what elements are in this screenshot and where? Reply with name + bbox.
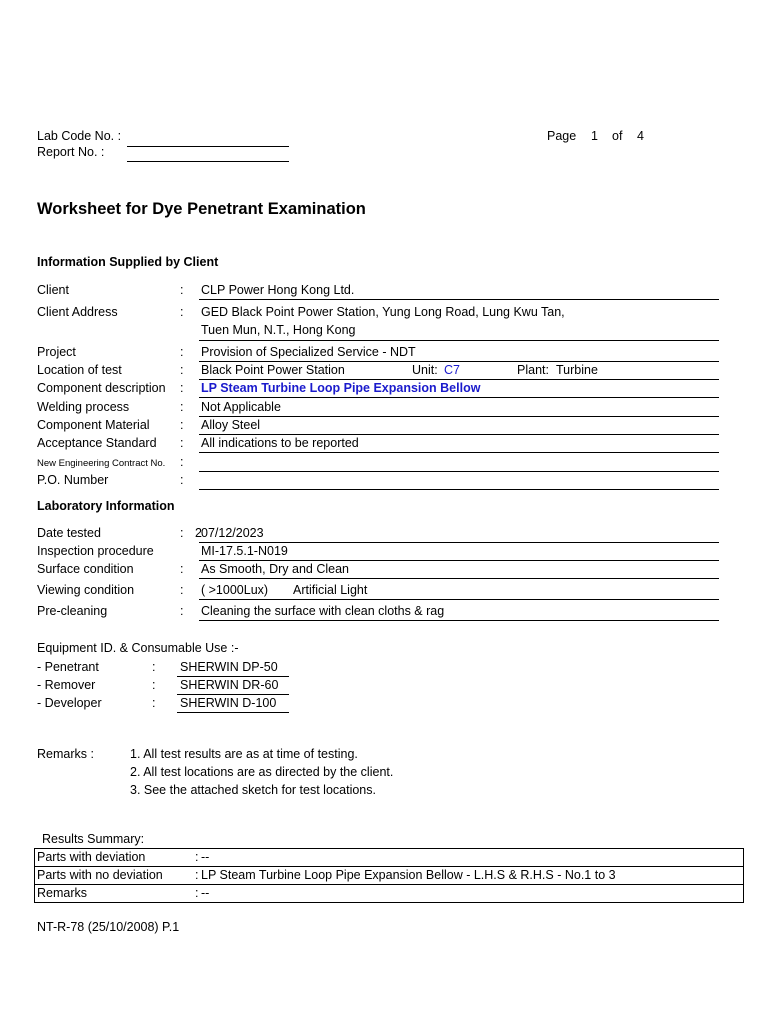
page-title: Worksheet for Dye Penetrant Examination bbox=[37, 200, 366, 218]
viewing-label: Viewing condition bbox=[37, 583, 135, 597]
equipment-heading: Equipment ID. & Consumable Use :- bbox=[37, 641, 239, 655]
procedure-label: Inspection procedure bbox=[37, 544, 154, 558]
results-label: Parts with no deviation bbox=[35, 867, 196, 885]
results-label: Remarks bbox=[35, 885, 196, 903]
address-line1: GED Black Point Power Station, Yung Long Road, Lung Kwu Tan, bbox=[201, 305, 565, 319]
contract-label: New Engineering Contract No. bbox=[37, 458, 166, 469]
welding-label: Welding process bbox=[37, 400, 130, 414]
lab-code-line bbox=[127, 146, 289, 147]
client-section-heading: Information Supplied by Client bbox=[37, 255, 219, 269]
address-line2: Tuen Mun, N.T., Hong Kong bbox=[201, 323, 356, 337]
penetrant-value: SHERWIN DP-50 bbox=[180, 660, 278, 674]
contract-line bbox=[199, 471, 719, 472]
project-line bbox=[199, 361, 719, 362]
page-label: Page bbox=[547, 129, 577, 143]
colon: : bbox=[180, 583, 184, 597]
surface-value: As Smooth, Dry and Clean bbox=[201, 562, 349, 576]
precleaning-value: Cleaning the surface with clean cloths & rag bbox=[201, 604, 445, 618]
page-current: 1 bbox=[591, 129, 598, 143]
developer-line bbox=[177, 712, 289, 713]
developer-value: SHERWIN D-100 bbox=[180, 696, 277, 710]
report-no-label: Report No. : bbox=[37, 145, 105, 159]
acceptance-line bbox=[199, 452, 719, 453]
colon: : bbox=[180, 363, 184, 377]
plant-value: Turbine bbox=[556, 363, 598, 377]
colon: : bbox=[180, 604, 184, 618]
colon: : bbox=[180, 455, 184, 469]
table-row bbox=[35, 885, 744, 903]
colon: : bbox=[180, 526, 184, 540]
material-line bbox=[199, 434, 719, 435]
po-line bbox=[199, 489, 719, 490]
colon: : bbox=[180, 305, 184, 319]
results-table bbox=[34, 848, 744, 903]
colon: : bbox=[180, 418, 184, 432]
remover-line bbox=[177, 694, 289, 695]
precleaning-label: Pre-cleaning bbox=[37, 604, 108, 618]
viewing-light: Artificial Light bbox=[293, 583, 368, 597]
unit-label: Unit: bbox=[412, 363, 438, 377]
client-label: Client bbox=[37, 283, 69, 297]
material-label: Component Material bbox=[37, 418, 150, 432]
remarks-label: Remarks : bbox=[37, 747, 94, 761]
date-line bbox=[199, 542, 719, 543]
material-value: Alloy Steel bbox=[201, 418, 261, 432]
location-value: Black Point Power Station bbox=[201, 363, 345, 377]
colon: : bbox=[180, 283, 184, 297]
colon: : bbox=[195, 885, 199, 903]
developer-label: - Developer bbox=[37, 696, 102, 710]
remover-value: SHERWIN DR-60 bbox=[180, 678, 279, 692]
page-of: of bbox=[612, 129, 623, 143]
date-label: Date tested bbox=[37, 526, 101, 540]
results-heading: Results Summary: bbox=[42, 832, 145, 846]
results-label: Parts with deviation bbox=[35, 849, 196, 867]
penetrant-label: - Penetrant bbox=[37, 660, 99, 674]
colon: : bbox=[180, 473, 184, 487]
address-label: Client Address bbox=[37, 305, 118, 319]
location-line bbox=[199, 379, 719, 380]
address-line bbox=[199, 340, 719, 341]
colon: : bbox=[152, 696, 156, 710]
colon: : bbox=[152, 678, 156, 692]
component-value: LP Steam Turbine Loop Pipe Expansion Bellow bbox=[201, 381, 481, 395]
procedure-line bbox=[199, 560, 719, 561]
colon: : bbox=[180, 345, 184, 359]
date-value: 07/12/2023 bbox=[201, 526, 264, 540]
precleaning-line bbox=[199, 620, 719, 621]
remark-item: 2. All test locations are as directed by the client. bbox=[130, 765, 394, 779]
table-row bbox=[35, 849, 744, 867]
colon: : bbox=[180, 381, 184, 395]
viewing-line bbox=[199, 599, 719, 600]
footer-code: NT-R-78 (25/10/2008) P.1 bbox=[37, 920, 180, 934]
project-label: Project bbox=[37, 345, 76, 359]
welding-value: Not Applicable bbox=[201, 400, 281, 414]
po-label: P.O. Number bbox=[37, 473, 109, 487]
client-line bbox=[199, 299, 719, 300]
location-label: Location of test bbox=[37, 363, 122, 377]
component-label: Component description bbox=[37, 381, 166, 395]
lab-section-heading: Laboratory Information bbox=[37, 499, 175, 513]
date-prefix: 2 bbox=[195, 526, 202, 540]
colon: : bbox=[152, 660, 156, 674]
procedure-value: MI-17.5.1-N019 bbox=[201, 544, 288, 558]
colon: : bbox=[180, 400, 184, 414]
lab-code-label: Lab Code No. : bbox=[37, 129, 122, 143]
results-value: -- bbox=[199, 885, 744, 903]
acceptance-value: All indications to be reported bbox=[201, 436, 359, 450]
client-value: CLP Power Hong Kong Ltd. bbox=[201, 283, 355, 297]
plant-label: Plant: bbox=[517, 363, 549, 377]
project-value: Provision of Specialized Service - NDT bbox=[201, 345, 416, 359]
surface-line bbox=[199, 578, 719, 579]
report-no-line bbox=[127, 161, 289, 162]
remover-label: - Remover bbox=[37, 678, 96, 692]
component-line bbox=[199, 397, 719, 398]
remark-item: 3. See the attached sketch for test locations. bbox=[130, 783, 376, 797]
unit-value: C7 bbox=[444, 363, 460, 377]
results-value: -- bbox=[199, 849, 744, 867]
page-total: 4 bbox=[637, 129, 644, 143]
colon: : bbox=[180, 562, 184, 576]
viewing-value: ( >1000Lux) bbox=[201, 583, 269, 597]
surface-label: Surface condition bbox=[37, 562, 134, 576]
acceptance-label: Acceptance Standard bbox=[37, 436, 157, 450]
colon: : bbox=[180, 436, 184, 450]
penetrant-line bbox=[177, 676, 289, 677]
colon: : bbox=[195, 849, 199, 867]
welding-line bbox=[199, 416, 719, 417]
table-row bbox=[35, 867, 744, 885]
colon: : bbox=[195, 867, 199, 885]
results-value: LP Steam Turbine Loop Pipe Expansion Bellow - L.H.S & R.H.S - No.1 to 3 bbox=[199, 867, 744, 885]
remark-item: 1. All test results are as at time of testing. bbox=[130, 747, 358, 761]
